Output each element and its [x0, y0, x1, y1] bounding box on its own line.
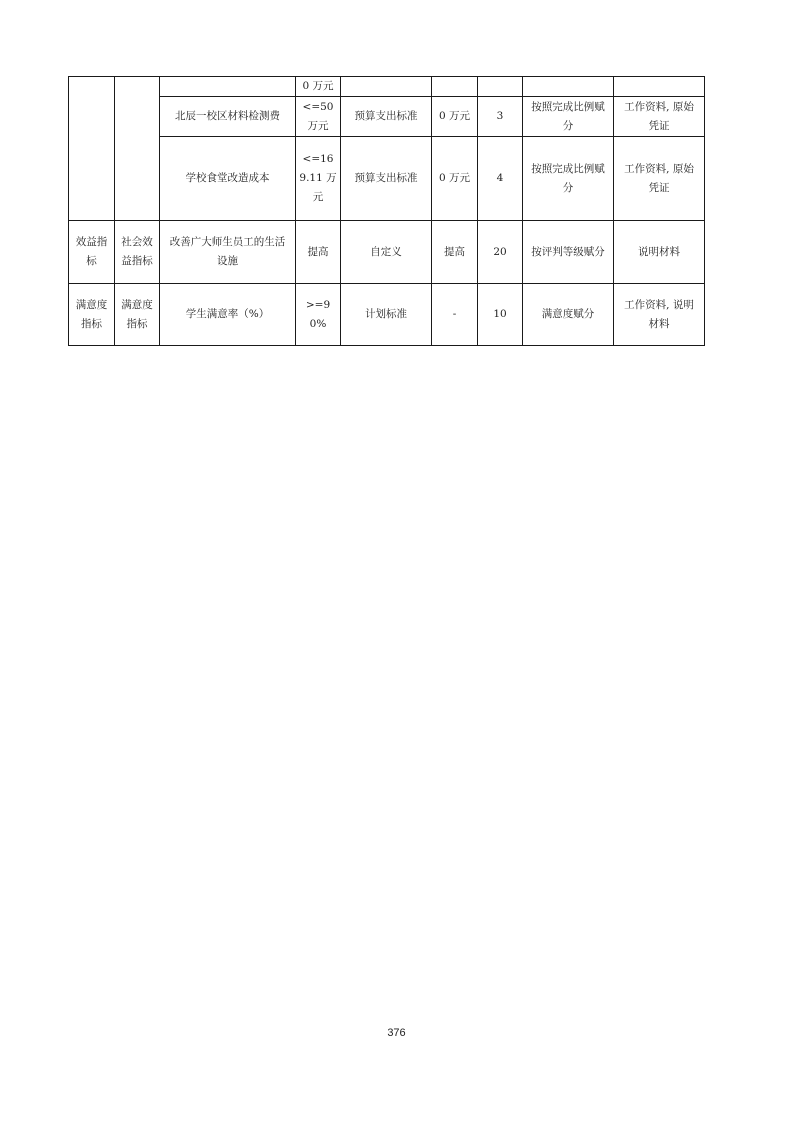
- standard-cell: [341, 77, 432, 97]
- score-cell: 20: [478, 221, 523, 284]
- score-cell: 10: [478, 284, 523, 346]
- basis-cell: 工作资料, 原始凭证: [614, 97, 705, 137]
- score-cell: 4: [478, 137, 523, 221]
- method-cell: 按照完成比例赋分: [523, 97, 614, 137]
- table-row: [69, 137, 705, 221]
- level2-cell: 满意度指标: [115, 284, 160, 346]
- score-cell: [478, 77, 523, 97]
- basis-cell: 工作资料, 说明材料: [614, 284, 705, 346]
- method-cell: 按评判等级赋分: [523, 221, 614, 284]
- level1-cell: 效益指标: [69, 221, 115, 284]
- actual-cell: 提高: [432, 221, 478, 284]
- basis-cell: [614, 77, 705, 97]
- actual-cell: -: [432, 284, 478, 346]
- page-number: 376: [387, 1027, 406, 1039]
- level1-cell: 满意度指标: [69, 284, 115, 346]
- value-cell: >=90%: [296, 284, 341, 346]
- indicator-cell: 学生满意率（%）: [160, 284, 296, 346]
- standard-cell: 预算支出标准: [341, 137, 432, 221]
- value-cell: <=50 万元: [296, 97, 341, 137]
- level1-cell-cost: [69, 77, 115, 221]
- standard-cell: 计划标准: [341, 284, 432, 346]
- standard-cell: 自定义: [341, 221, 432, 284]
- indicator-cell: 改善广大师生员工的生活设施: [160, 221, 296, 284]
- performance-indicator-table: [68, 76, 705, 346]
- basis-cell: 工作资料, 原始凭证: [614, 137, 705, 221]
- value-cell: <=169.11 万元: [296, 137, 341, 221]
- table-row: [69, 284, 705, 346]
- value-cell: 提高: [296, 221, 341, 284]
- actual-cell: [432, 77, 478, 97]
- actual-cell: 0 万元: [432, 137, 478, 221]
- level2-cell: 社会效益指标: [115, 221, 160, 284]
- standard-cell: 预算支出标准: [341, 97, 432, 137]
- method-cell: 按照完成比例赋分: [523, 137, 614, 221]
- method-cell: 满意度赋分: [523, 284, 614, 346]
- table-row: [69, 221, 705, 284]
- basis-cell: 说明材料: [614, 221, 705, 284]
- value-cell: 0 万元: [296, 77, 341, 97]
- indicator-cell: 北辰一校区材料检测费: [160, 97, 296, 137]
- level2-cell-cost: [115, 77, 160, 221]
- method-cell: [523, 77, 614, 97]
- indicator-cell: 学校食堂改造成本: [160, 137, 296, 221]
- actual-cell: 0 万元: [432, 97, 478, 137]
- table-row: [69, 97, 705, 137]
- indicator-cell: [160, 77, 296, 97]
- table-row: [69, 77, 705, 97]
- score-cell: 3: [478, 97, 523, 137]
